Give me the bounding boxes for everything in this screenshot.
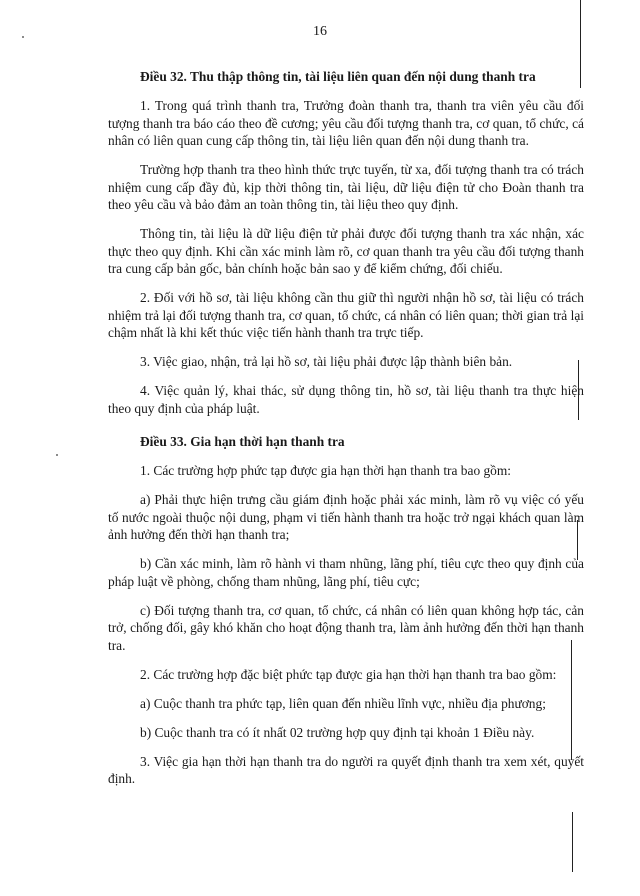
article-33-paragraph: a) Cuộc thanh tra phức tạp, liên quan đến nhiều lĩnh vực, nhiều địa phương; [140,695,546,711]
scan-dust [56,454,58,456]
article-32-paragraph: 2. Đối với hồ sơ, tài liệu không cần thu giữ thì người nhận hồ sơ, tài liệu có trách nhiệm trả lại đối tượng thanh tra, cơ quan, tổ chức, cá nhân có liên quan; thời gian trả lại chậm nhất là khi kết thúc việc tiến hành thanh tra trực tiếp. [108,290,584,340]
page-number: 16 [313,24,327,39]
article-32-paragraph: 3. Việc giao, nhận, trả lại hồ sơ, tài liệu phải được lập thành biên bản. [140,354,513,369]
article-33-title: Điều 33. Gia hạn thời hạn thanh tra [140,434,345,449]
article-33-paragraph: c) Đối tượng thanh tra, cơ quan, tổ chức, cá nhân có liên quan không hợp tác, cản trở, chống đối, gây khó khăn cho hoạt động thanh tra, làm ảnh hưởng đến thời hạn thanh tra. [108,602,584,653]
article-32-paragraph: Thông tin, tài liệu là dữ liệu điện tử phải được đối tượng thanh tra xác nhận, xác thực theo quy định. Khi cần xác minh làm rõ, cơ quan thanh tra yêu cầu đối tượng thanh tra cung cấp bản gốc, bản chính hoặc bản sao y để kiểm chứng, đối chiếu. [108,226,584,276]
article-33-paragraph: b) Cuộc thanh tra có ít nhất 02 trường hợp quy định tại khoản 1 Điều này. [140,724,535,740]
article-33-paragraph: a) Phải thực hiện trưng cầu giám định hoặc phải xác minh, làm rõ vụ việc có yếu tố nước ngoài thuộc nội dung, phạm vi tiến hành thanh tra hoặc trở ngại khách quan làm ảnh hưởng đến thời hạn thanh tra; [108,492,584,542]
article-33-paragraph: 2. Các trường hợp đặc biệt phức tạp được gia hạn thời hạn thanh tra bao gồm: [140,666,557,682]
article-33-paragraph: 1. Các trường hợp phức tạp được gia hạn thời hạn thanh tra bao gồm: [140,463,512,478]
article-33-paragraph: 3. Việc gia hạn thời hạn thanh tra do người ra quyết định thanh tra xem xét, quyết định. [108,753,584,786]
article-32-title: Điều 32. Thu thập thông tin, tài liệu liên quan đến nội dung thanh tra [140,69,536,84]
article-32-paragraph: Trường hợp thanh tra theo hình thức trực tuyến, từ xa, đối tượng thanh tra có trách nhiệm cung cấp đầy đủ, kịp thời thông tin, tài liệu, dữ liệu điện tử cho Đoàn thanh tra theo yêu cầu và bảo đảm an toàn thông tin, tài liệu theo quy định. [108,162,584,212]
scan-margin-line [572,812,573,872]
article-32-paragraph: 4. Việc quản lý, khai thác, sử dụng thông tin, hồ sơ, tài liệu thanh tra thực hiện theo quy định của pháp luật. [108,383,584,416]
document-body [108,68,584,790]
article-32-paragraph: 1. Trong quá trình thanh tra, Trưởng đoàn thanh tra, thanh tra viên yêu cầu đối tượng thanh tra báo cáo theo đề cương; yêu cầu đối tượng thanh tra, cơ quan, tổ chức, cá nhân có liên quan cung cấp thông tin, tài liệu liên quan đến nội dung thanh tra. [108,98,584,148]
article-33-paragraph: b) Cần xác minh, làm rõ hành vi tham nhũng, lãng phí, tiêu cực theo quy định của pháp luật về phòng, chống tham nhũng, lãng phí, tiêu cực; [108,556,584,589]
